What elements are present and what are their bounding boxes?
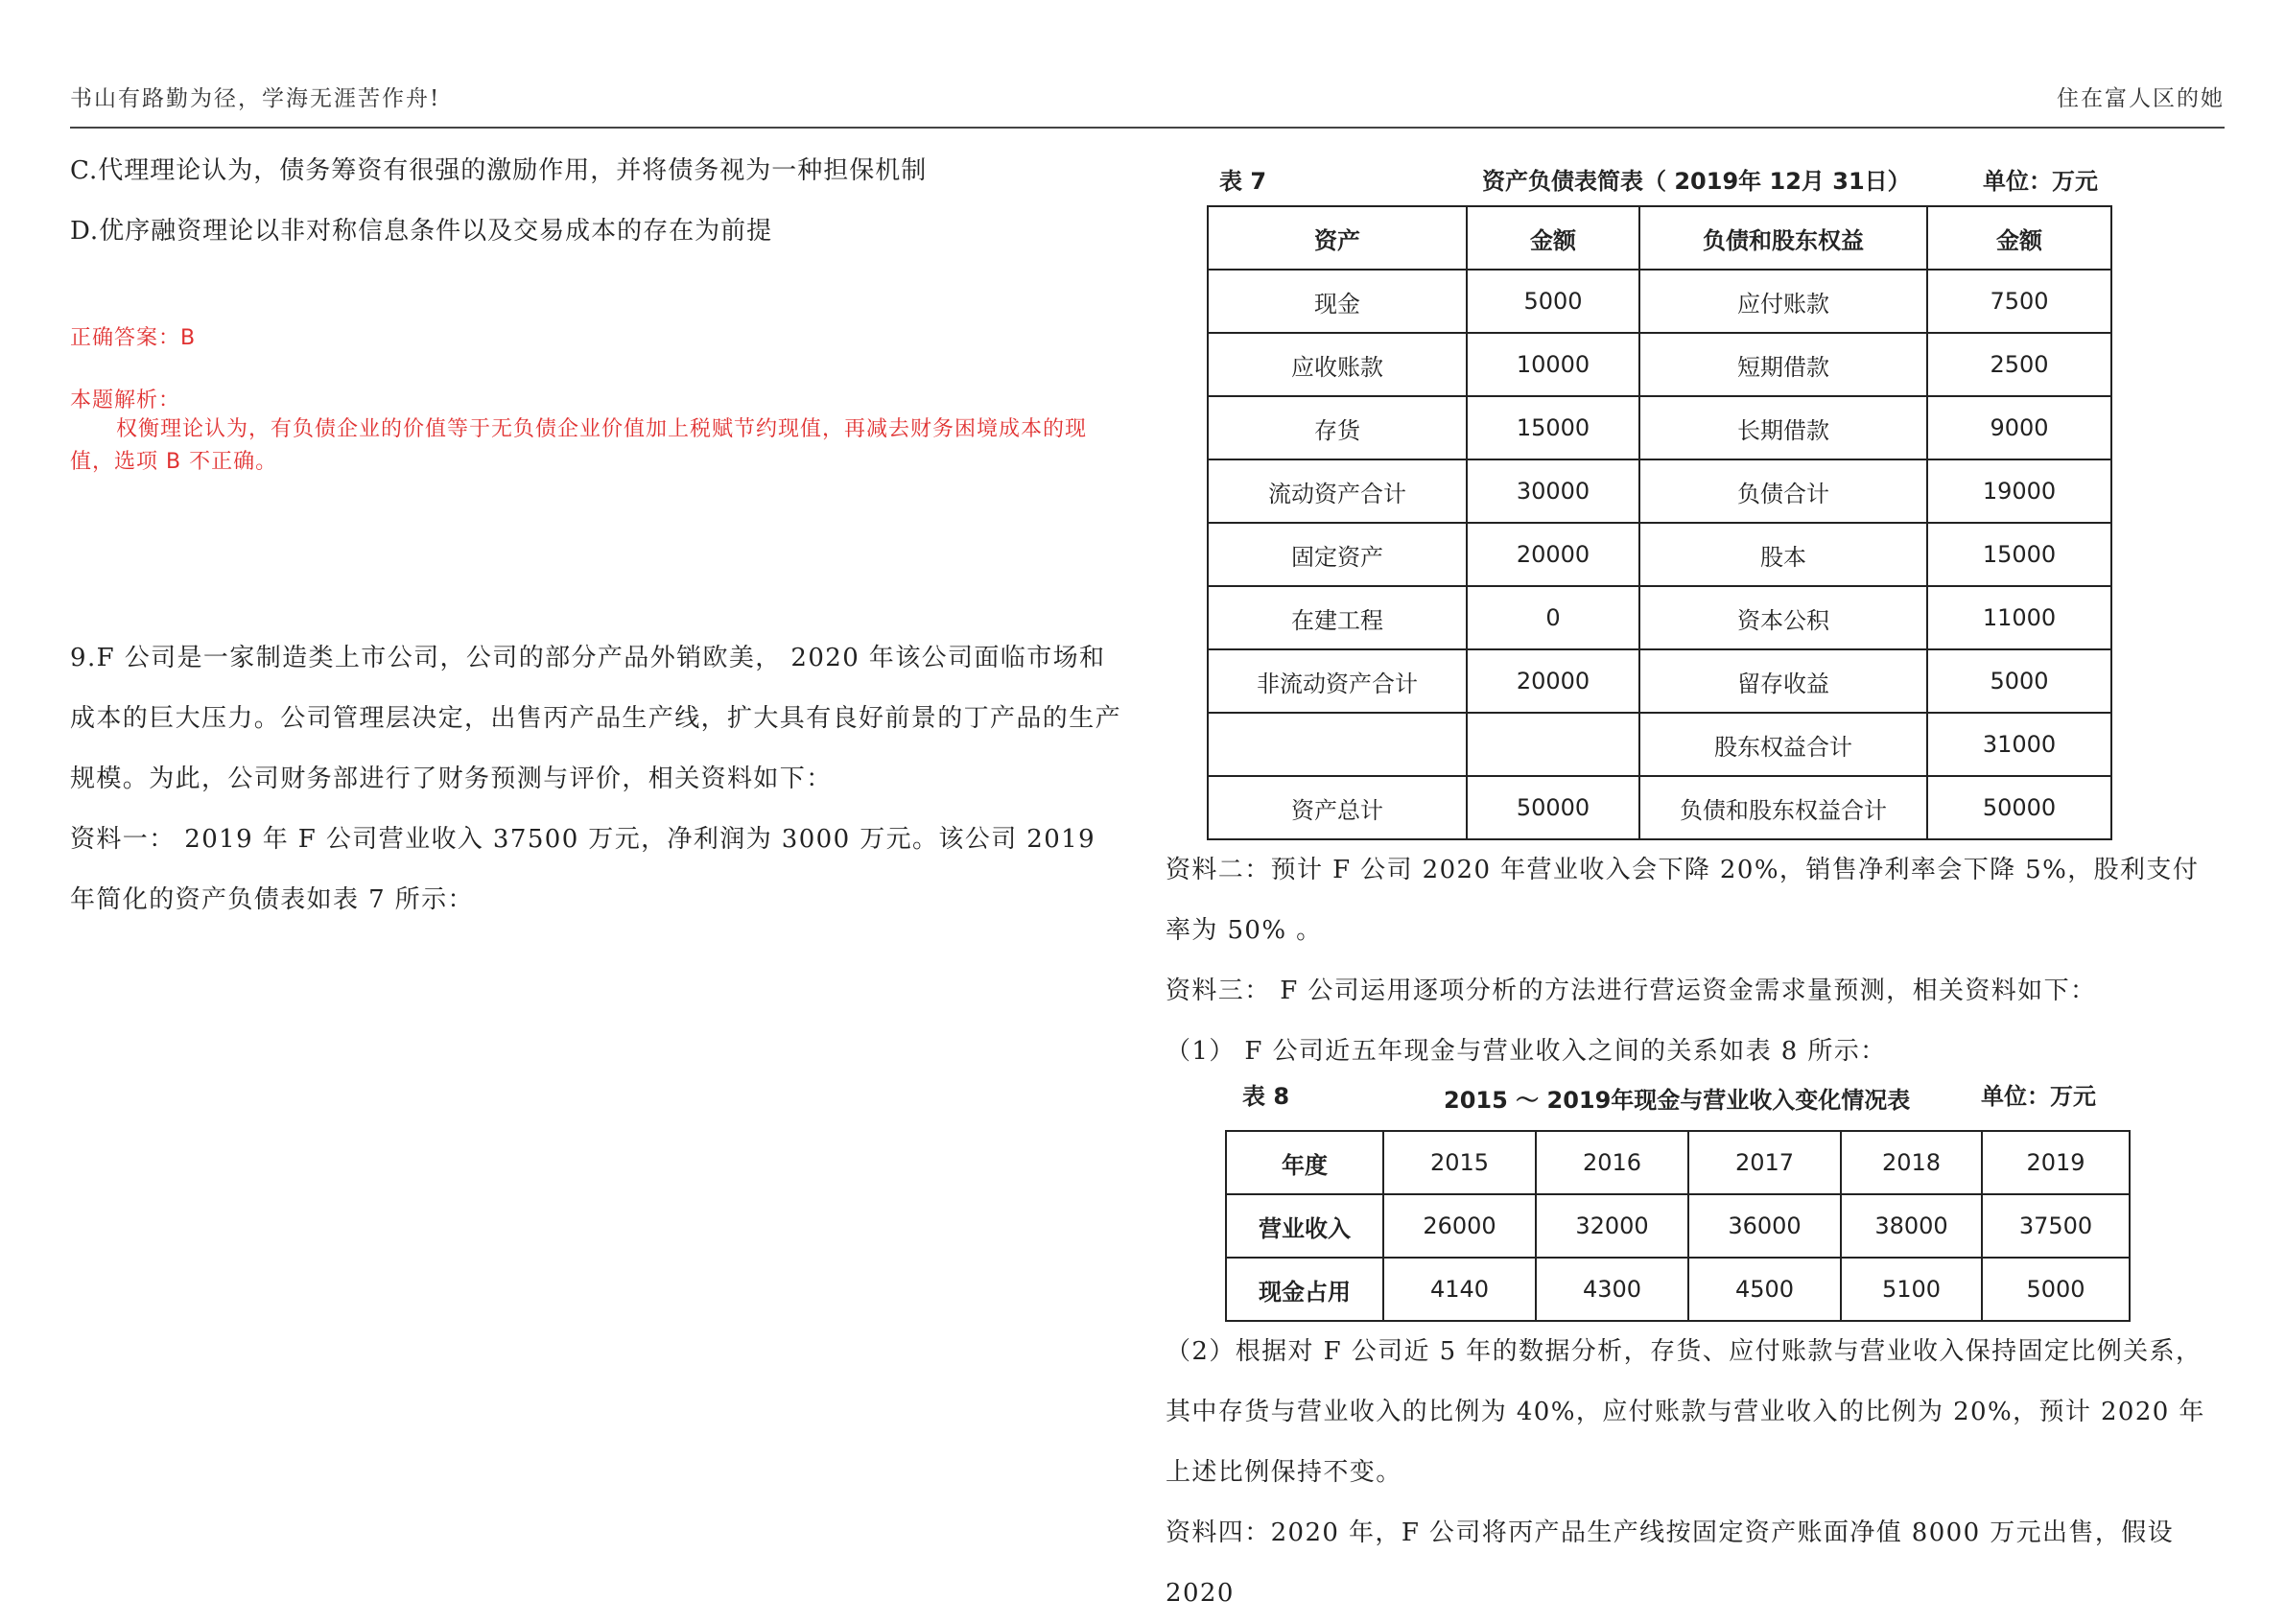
table-cell: 9000 [1927,396,2111,459]
table-cell: 资本公积 [1639,586,1927,649]
table-cell: 0 [1467,586,1639,649]
header-motto: 书山有路勤为径，学海无涯苦作舟! [70,86,441,111]
table8-header: 2018 [1841,1131,1982,1194]
material-3-item-1: （1） F 公司近五年现金与营业收入之间的关系如表 8 所示： [1166,1037,1887,1066]
table-cell: 固定资产 [1208,523,1467,586]
table-cell: 5000 [1982,1258,2130,1321]
table-cell: 长期借款 [1639,396,1927,459]
header-divider [70,127,2225,129]
table-cell: 19000 [1927,459,2111,523]
table7-title: 资产负债表简表（ 2019年 12月 31日） [1482,168,1911,195]
table-cell: 5100 [1841,1258,1982,1321]
table-cell: 现金 [1208,270,1467,333]
material-3: 资料三： F 公司运用逐项分析的方法进行营运资金需求量预测，相关资料如下： [1166,977,2097,1005]
header-author: 住在富人区的她 [2057,86,2225,111]
table-cell: 股东权益合计 [1639,713,1927,776]
table-row [1208,459,2111,523]
table8 [1225,1130,2131,1322]
table-cell: 应付账款 [1639,270,1927,333]
table-row [1208,523,2111,586]
table8-title: 2015 ～ 2019年现金与营业收入变化情况表 [1444,1087,1911,1114]
table-cell: 5000 [1927,649,2111,713]
material-2: 资料二：预计 F 公司 2020 年营业收入会下降 20%，销售净利率会下降 5%，股利支付率为 50% 。 [1166,856,2200,945]
table-cell: 15000 [1467,396,1639,459]
correct-answer: 正确答案：B [70,326,197,350]
table7-caption [1166,153,2125,205]
table8-header-row [1226,1131,2130,1194]
right-column [1166,153,2225,1624]
table7-header: 金额 [1467,206,1639,270]
table8-caption [1166,1076,2125,1118]
table-row [1208,776,2111,839]
table8-header: 2015 [1383,1131,1536,1194]
table-cell: 32000 [1536,1194,1688,1258]
table7-label: 表 7 [1219,168,1267,195]
table-cell: 在建工程 [1208,586,1467,649]
table7-header: 金额 [1927,206,2111,270]
table-cell: 50000 [1467,776,1639,839]
table7-header-row [1208,206,2111,270]
material-4: 资料四：2020 年，F 公司将丙产品生产线按固定资产账面净值 8000 万元出售，假设 2020 [1166,1518,2175,1608]
table7-header: 资产 [1208,206,1467,270]
table-cell: 非流动资产合计 [1208,649,1467,713]
table-cell [1208,713,1467,776]
table-cell: 营业收入 [1226,1194,1383,1258]
table8-header: 2017 [1688,1131,1841,1194]
table8-unit: 单位：万元 [1981,1083,2096,1110]
table-cell: 31000 [1927,713,2111,776]
table-cell: 留存收益 [1639,649,1927,713]
table-cell: 15000 [1927,523,2111,586]
table-cell: 30000 [1467,459,1639,523]
table-cell: 37500 [1982,1194,2130,1258]
table-cell: 4140 [1383,1258,1536,1321]
table-cell: 短期借款 [1639,333,1927,396]
table-cell: 20000 [1467,649,1639,713]
table-row [1208,396,2111,459]
table-cell: 4300 [1536,1258,1688,1321]
table-row [1226,1194,2130,1258]
table-row [1208,586,2111,649]
table-row [1226,1258,2130,1321]
table8-header: 年度 [1226,1131,1383,1194]
table-cell: 5000 [1467,270,1639,333]
table-row [1208,713,2111,776]
left-column [70,153,1125,930]
table-cell: 7500 [1927,270,2111,333]
table-cell [1467,713,1639,776]
table-cell: 4500 [1688,1258,1841,1321]
table-row [1208,649,2111,713]
table8-header: 2016 [1536,1131,1688,1194]
table-cell: 存货 [1208,396,1467,459]
table8-label: 表 8 [1242,1083,1290,1110]
table-cell: 26000 [1383,1194,1536,1258]
table-cell: 负债和股东权益合计 [1639,776,1927,839]
table-cell: 流动资产合计 [1208,459,1467,523]
table-cell: 资产总计 [1208,776,1467,839]
table-cell: 20000 [1467,523,1639,586]
table7-header: 负债和股东权益 [1639,206,1927,270]
table-cell: 负债合计 [1639,459,1927,523]
analysis-body: 权衡理论认为，有负债企业的价值等于无负债企业价值加上税赋节约现值，再减去财务困境成本的现值，选项 B 不正确。 [70,417,1088,474]
table-cell: 11000 [1927,586,2111,649]
table-cell: 应收账款 [1208,333,1467,396]
table-cell: 38000 [1841,1194,1982,1258]
material-3-item-2: （2）根据对 F 公司近 5 年的数据分析，存货、应付账款与营业收入保持固定比例关系，其中存货与营业收入的比例为 40%，应付账款与营业收入的比例为 20%，预计 2020 年上述比例保持不变。 [1166,1337,2205,1487]
table-row [1208,270,2111,333]
option-d: D.优序融资理论以非对称信息条件以及交易成本的存在为前提 [70,217,773,246]
option-c: C.代理理论认为，债务筹资有很强的激励作用，并将债务视为一种担保机制 [70,156,928,185]
table7-unit: 单位：万元 [1983,168,2098,195]
table-cell: 10000 [1467,333,1639,396]
table8-header: 2019 [1982,1131,2130,1194]
table-cell: 现金占用 [1226,1258,1383,1321]
question-9-stem: 9.F 公司是一家制造类上市公司，公司的部分产品外销欧美， 2020 年该公司面临市场和成本的巨大压力。公司管理层决定，出售丙产品生产线，扩大具有良好前景的丁产品的生产规模。为此，公司财务部进行了财务预测与评价，相关资料如下： [70,644,1122,793]
table-cell: 36000 [1688,1194,1841,1258]
table-cell: 2500 [1927,333,2111,396]
table-cell: 股本 [1639,523,1927,586]
table-cell: 50000 [1927,776,2111,839]
material-1: 资料一： 2019 年 F 公司营业收入 37500 万元，净利润为 3000 万元。该公司 2019 年简化的资产负债表如表 7 所示： [70,825,1096,914]
analysis-label: 本题解析： [70,388,181,412]
table-row [1208,333,2111,396]
table7 [1207,205,2112,840]
